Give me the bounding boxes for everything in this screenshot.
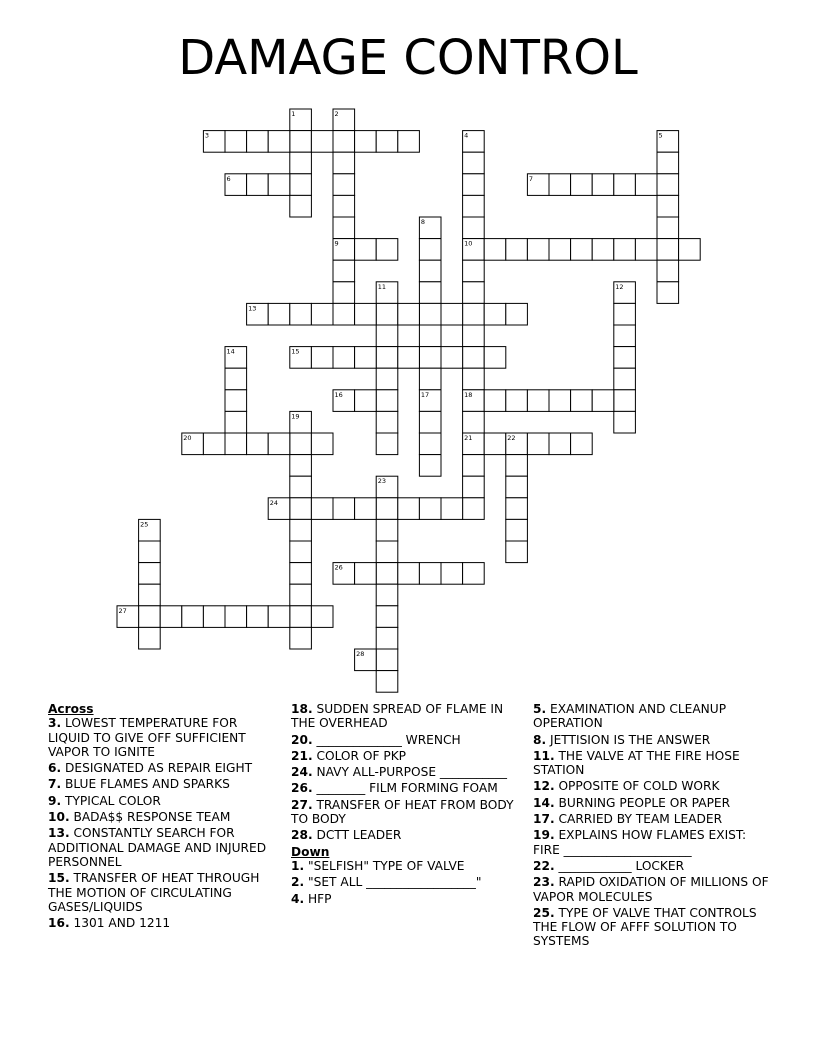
- grid-cell[interactable]: [398, 131, 420, 153]
- clue-number-10: 10: [464, 239, 473, 248]
- grid-cell[interactable]: [657, 195, 679, 217]
- grid-cell[interactable]: [333, 282, 355, 304]
- clue-number-4: 4: [464, 131, 469, 140]
- grid-cell[interactable]: [290, 152, 312, 174]
- grid-cell[interactable]: [441, 498, 463, 520]
- clue-number-2: 2: [334, 110, 339, 118]
- grid-cell[interactable]: [355, 303, 377, 325]
- clue-across-28: 28. DCTT LEADER: [291, 828, 402, 843]
- grid-cell[interactable]: [506, 519, 528, 541]
- clue-number-5: 5: [658, 131, 663, 140]
- clue-number-6: 6: [226, 174, 231, 183]
- grid-cell[interactable]: [484, 347, 506, 369]
- clue-down-5: 5. EXAMINATION AND CLEANUP OPERATION: [533, 702, 727, 731]
- grid-cell[interactable]: [225, 433, 247, 455]
- grid-cell[interactable]: [333, 195, 355, 217]
- grid-cell[interactable]: [527, 433, 549, 455]
- clue-number-23: 23: [377, 477, 386, 486]
- clue-number-20: 20: [183, 434, 192, 442]
- grid-cell[interactable]: [376, 627, 398, 649]
- grid-cell[interactable]: [182, 606, 204, 628]
- grid-cell[interactable]: [268, 131, 290, 153]
- clue-down-17: 17. CARRIED BY TEAM LEADER: [533, 812, 723, 827]
- grid-cell[interactable]: [355, 131, 377, 153]
- clue-across-26: 26. ________ FILM FORMING FOAM: [291, 781, 498, 796]
- grid-cell[interactable]: [614, 411, 636, 433]
- clue-down-1: 1. "SELFISH" TYPE OF VALVE: [291, 858, 465, 873]
- grid-cell[interactable]: [419, 433, 441, 455]
- grid-cell[interactable]: [376, 347, 398, 369]
- clue-down-4: 4. HFP: [291, 891, 332, 906]
- grid-cell[interactable]: [463, 174, 485, 196]
- grid-cell[interactable]: [463, 347, 485, 369]
- grid-cell[interactable]: [506, 390, 528, 412]
- grid-cell[interactable]: [311, 131, 333, 153]
- grid-cell[interactable]: [290, 303, 312, 325]
- grid-cell[interactable]: [290, 627, 312, 649]
- grid-cell[interactable]: [376, 498, 398, 520]
- grid-cell[interactable]: [635, 174, 657, 196]
- grid-cell[interactable]: [333, 217, 355, 239]
- grid-cell[interactable]: [614, 303, 636, 325]
- grid-cell[interactable]: [419, 498, 441, 520]
- grid-cell[interactable]: [311, 433, 333, 455]
- grid-cell[interactable]: [527, 390, 549, 412]
- grid-cell[interactable]: [333, 174, 355, 196]
- grid-cell[interactable]: [484, 303, 506, 325]
- grid-cell[interactable]: [463, 498, 485, 520]
- grid-cell[interactable]: [592, 174, 614, 196]
- grid-cell[interactable]: [506, 239, 528, 261]
- grid-cell[interactable]: [419, 260, 441, 282]
- grid-cell[interactable]: [571, 390, 593, 412]
- grid-cell[interactable]: [333, 498, 355, 520]
- clue-across-7: 7. BLUE FLAMES AND SPARKS: [48, 777, 230, 792]
- clue-number-26: 26: [334, 563, 343, 572]
- grid-cell[interactable]: [290, 584, 312, 606]
- grid-cell[interactable]: [398, 498, 420, 520]
- grid-cell[interactable]: [506, 303, 528, 325]
- grid-cell[interactable]: [419, 347, 441, 369]
- grid-cell[interactable]: [290, 519, 312, 541]
- puzzle-title: DAMAGE CONTROL: [178, 30, 638, 86]
- grid-cell[interactable]: [463, 303, 485, 325]
- grid-cell[interactable]: [290, 476, 312, 498]
- clue-number-22: 22: [507, 434, 516, 442]
- grid-cell[interactable]: [463, 455, 485, 477]
- down-heading: Down: [291, 844, 330, 859]
- grid-cell[interactable]: [549, 239, 571, 261]
- grid-cell[interactable]: [268, 174, 290, 196]
- grid-cell[interactable]: [571, 433, 593, 455]
- grid-cell[interactable]: [376, 368, 398, 390]
- clue-number-12: 12: [615, 282, 624, 291]
- grid-cell[interactable]: [376, 671, 398, 693]
- across-heading: Across: [48, 702, 94, 716]
- grid-cell[interactable]: [549, 174, 571, 196]
- clue-down-11: 11. THE VALVE AT THE FIRE HOSE STATION: [533, 748, 740, 778]
- clue-across-27: 27. TRANSFER OF HEAT FROM BODY TO BODY: [291, 797, 514, 827]
- clue-number-11: 11: [377, 282, 386, 291]
- grid-cell[interactable]: [247, 433, 269, 455]
- grid-cell[interactable]: [333, 303, 355, 325]
- grid-cell[interactable]: [571, 174, 593, 196]
- grid-cell[interactable]: [355, 498, 377, 520]
- grid-cell[interactable]: [247, 131, 269, 153]
- grid-cell[interactable]: [225, 390, 247, 412]
- grid-cell[interactable]: [376, 541, 398, 563]
- clue-number-8: 8: [420, 218, 426, 226]
- grid-cell[interactable]: [355, 563, 377, 585]
- clue-number-17: 17: [420, 390, 430, 399]
- clue-number-16: 16: [334, 390, 343, 399]
- grid-cell[interactable]: [376, 325, 398, 347]
- grid-cell[interactable]: [376, 584, 398, 606]
- grid-cell[interactable]: [463, 217, 485, 239]
- grid-cell[interactable]: [290, 563, 312, 585]
- grid-cell[interactable]: [463, 260, 485, 282]
- grid-cell[interactable]: [614, 390, 636, 412]
- grid-cell[interactable]: [290, 195, 312, 217]
- grid-cell[interactable]: [635, 239, 657, 261]
- grid-cell[interactable]: [398, 303, 420, 325]
- grid-cell[interactable]: [398, 563, 420, 585]
- grid-cell[interactable]: [376, 433, 398, 455]
- grid-cell[interactable]: [225, 606, 247, 628]
- clue-across-16: 16. 1301 AND 1211: [48, 916, 171, 931]
- grid-cell[interactable]: [571, 239, 593, 261]
- grid-cell[interactable]: [376, 390, 398, 412]
- grid-cell[interactable]: [657, 260, 679, 282]
- grid-cell[interactable]: [614, 368, 636, 390]
- grid-cell[interactable]: [441, 347, 463, 369]
- clue-number-27: 27: [118, 606, 127, 615]
- grid-cell[interactable]: [355, 390, 377, 412]
- grid-cell[interactable]: [657, 282, 679, 304]
- grid-cell[interactable]: [203, 433, 225, 455]
- grid-cell[interactable]: [484, 239, 506, 261]
- grid-cell[interactable]: [419, 411, 441, 433]
- grid-cell[interactable]: [333, 347, 355, 369]
- grid-cell[interactable]: [463, 411, 485, 433]
- clues-column-1: [48, 702, 280, 932]
- grid-cell[interactable]: [614, 174, 636, 196]
- grid-cell[interactable]: [506, 541, 528, 563]
- clue-down-12: 12. OPPOSITE OF COLD WORK: [533, 779, 720, 794]
- clue-number-28: 28: [356, 650, 365, 658]
- clue-down-22: 22. ____________ LOCKER: [533, 858, 685, 873]
- grid-cell[interactable]: [398, 347, 420, 369]
- grid-cell[interactable]: [376, 649, 398, 671]
- grid-cell[interactable]: [657, 152, 679, 174]
- grid-cell[interactable]: [592, 239, 614, 261]
- grid-cell[interactable]: [290, 131, 312, 153]
- grid-cell[interactable]: [463, 368, 485, 390]
- clue-number-24: 24: [269, 498, 278, 507]
- clue-across-21: 21. COLOR OF PKP: [291, 748, 407, 763]
- grid-cell[interactable]: [463, 152, 485, 174]
- grid-cell[interactable]: [463, 282, 485, 304]
- grid-cell[interactable]: [657, 217, 679, 239]
- grid-cell[interactable]: [225, 131, 247, 153]
- grid-cell[interactable]: [355, 239, 377, 261]
- grid-cell[interactable]: [333, 131, 355, 153]
- grid-cell[interactable]: [441, 563, 463, 585]
- grid-cell[interactable]: [268, 606, 290, 628]
- grid-cell[interactable]: [441, 303, 463, 325]
- clue-number-13: 13: [248, 304, 257, 313]
- grid-cell[interactable]: [139, 541, 161, 563]
- grid-cell[interactable]: [290, 606, 312, 628]
- grid-cell[interactable]: [376, 411, 398, 433]
- clue-number-3: 3: [204, 131, 210, 140]
- grid-cell[interactable]: [376, 519, 398, 541]
- grid-cell[interactable]: [614, 347, 636, 369]
- grid-cell[interactable]: [419, 282, 441, 304]
- grid-cell[interactable]: [506, 455, 528, 477]
- grid-cell[interactable]: [419, 455, 441, 477]
- grid-cell[interactable]: [247, 174, 269, 196]
- clue-number-1: 1: [291, 110, 296, 118]
- grid-cell[interactable]: [203, 606, 225, 628]
- grid-cell[interactable]: [268, 303, 290, 325]
- grid-cell[interactable]: [376, 563, 398, 585]
- clue-down-25: 25. TYPE OF VALVE THAT CONTROLS THE FLOW OF AFFF SOLUTION TO SYSTEMS: [533, 905, 757, 949]
- grid-cell[interactable]: [614, 239, 636, 261]
- clue-down-8: 8. JETTISION IS THE ANSWER: [533, 732, 711, 747]
- clue-across-24: 24. NAVY ALL-PURPOSE ___________: [291, 765, 507, 780]
- grid-cell[interactable]: [463, 325, 485, 347]
- grid-cell[interactable]: [463, 195, 485, 217]
- clue-across-9: 9. TYPICAL COLOR: [48, 793, 161, 808]
- grid-cell[interactable]: [160, 606, 182, 628]
- grid-cell[interactable]: [419, 563, 441, 585]
- grid-cell[interactable]: [463, 476, 485, 498]
- grid-cell[interactable]: [290, 498, 312, 520]
- grid-cell[interactable]: [139, 584, 161, 606]
- grid-cell[interactable]: [419, 239, 441, 261]
- grid-cell[interactable]: [311, 498, 333, 520]
- grid-cell[interactable]: [549, 433, 571, 455]
- clue-across-10: 10. BADA$$ RESPONSE TEAM: [48, 810, 231, 825]
- grid-cell[interactable]: [657, 174, 679, 196]
- clue-number-7: 7: [528, 174, 534, 183]
- grid-cell[interactable]: [376, 303, 398, 325]
- grid-cell[interactable]: [139, 627, 161, 649]
- clues-column-2: [291, 702, 523, 908]
- clue-number-14: 14: [226, 347, 235, 356]
- clues-column-3: [533, 702, 773, 951]
- grid-cell[interactable]: [376, 239, 398, 261]
- clue-number-9: 9: [334, 239, 339, 248]
- clue-down-23: 23. RAPID OXIDATION OF MILLIONS OF VAPOR MOLECULES: [533, 875, 769, 904]
- clue-down-14: 14. BURNING PEOPLE OR PAPER: [533, 795, 731, 810]
- grid-cell[interactable]: [225, 368, 247, 390]
- grid-cell[interactable]: [290, 433, 312, 455]
- grid-cell[interactable]: [290, 174, 312, 196]
- clue-number-21: 21: [464, 434, 473, 442]
- grid-cell[interactable]: [484, 433, 506, 455]
- grid-cell[interactable]: [311, 606, 333, 628]
- grid-cell[interactable]: [290, 541, 312, 563]
- grid-cell[interactable]: [419, 325, 441, 347]
- grid-cell[interactable]: [225, 411, 247, 433]
- grid-cell[interactable]: [333, 260, 355, 282]
- grid-cell[interactable]: [376, 131, 398, 153]
- grid-cell[interactable]: [592, 390, 614, 412]
- grid-cell[interactable]: [506, 498, 528, 520]
- clue-across-3: 3. LOWEST TEMPERATURE FOR LIQUID TO GIVE OFF SUFFICIENT VAPOR TO IGNITE: [48, 716, 246, 759]
- clue-across-18: 18. SUDDEN SPREAD OF FLAME IN THE OVERHEAD: [291, 702, 504, 731]
- grid-cell[interactable]: [549, 390, 571, 412]
- clue-across-13: 13. CONSTANTLY SEARCH FOR ADDITIONAL DAMAGE AND INJURED PERSONNEL: [48, 826, 267, 869]
- clue-down-2: 2. "SET ALL __________________": [291, 875, 482, 890]
- clue-across-15: 15. TRANSFER OF HEAT THROUGH THE MOTION OF CIRCULATING GASES/LIQUIDS: [48, 871, 260, 914]
- grid-cell[interactable]: [484, 390, 506, 412]
- grid-cell[interactable]: [333, 152, 355, 174]
- clue-down-19: 19. EXPLAINS HOW FLAMES EXIST: FIRE _____________________: [533, 828, 747, 857]
- clue-across-20: 20. ______________ WRENCH: [291, 732, 461, 747]
- grid-cell[interactable]: [355, 347, 377, 369]
- grid-cell[interactable]: [139, 606, 161, 628]
- grid-cell[interactable]: [311, 347, 333, 369]
- grid-cell[interactable]: [139, 563, 161, 585]
- grid-cell[interactable]: [657, 239, 679, 261]
- clue-number-18: 18: [464, 390, 473, 399]
- grid-cell[interactable]: [311, 303, 333, 325]
- grid-cell[interactable]: [679, 239, 701, 261]
- grid-cell[interactable]: [463, 563, 485, 585]
- grid-cell[interactable]: [419, 303, 441, 325]
- clue-number-25: 25: [140, 520, 149, 529]
- grid-cell[interactable]: [614, 325, 636, 347]
- grid-cell[interactable]: [290, 455, 312, 477]
- grid-cell[interactable]: [268, 433, 290, 455]
- grid-cell[interactable]: [506, 476, 528, 498]
- grid-cell[interactable]: [247, 606, 269, 628]
- grid-cell[interactable]: [376, 606, 398, 628]
- clue-number-15: 15: [291, 347, 300, 356]
- grid-cell[interactable]: [527, 239, 549, 261]
- grid-cell[interactable]: [419, 368, 441, 390]
- clue-number-19: 19: [291, 412, 300, 421]
- clue-across-6: 6. DESIGNATED AS REPAIR EIGHT: [48, 761, 253, 776]
